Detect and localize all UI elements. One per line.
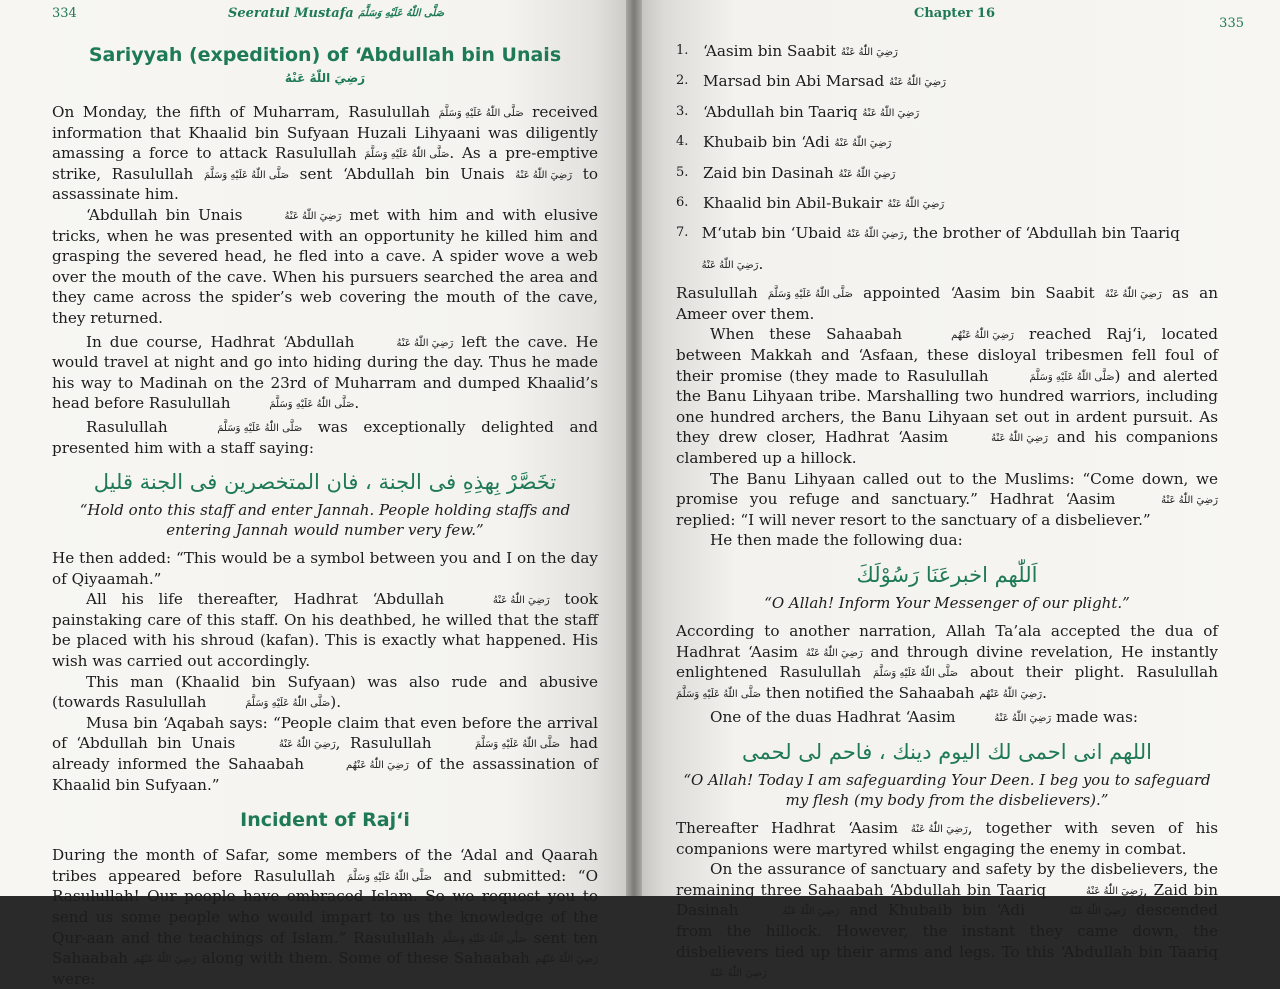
paragraph: On Monday, the fifth of Muharram, Rasulullah صَلَّى اللّٰهُ عَلَيْهِ وَسَلَّمَ received information that Khaalid bin Sufyaan Huzali Lihyaani was diligently amassing a force to attack Rasulullah صَلَّى اللّٰهُ عَلَيْهِ وَسَلَّمَ. As a pre-emptive strike, Rasulullah صَلَّى اللّٰهُ عَلَيْهِ وَسَلَّمَ sent ‘Abdullah bin Unais رَضِيَ اللّٰهُ عَنْهُ to assassinate him. (52, 103, 599, 204)
honorific-companions: رَضِيَ اللّٰهُ عَنْهُم (951, 330, 1014, 342)
section-heading-sariyyah: Sariyyah (expedition) of ‘Abdullah bin Unais رَضِيَ اللّٰهُ عَنْهُ (88, 44, 562, 85)
translation-quote: “Hold onto this staff and enter Jannah. People holding staffs and entering Jannah would number very few.” (79, 501, 571, 540)
paragraph: All his life thereafter, Hadhrat ‘Abdullah رَضِيَ اللّٰهُ عَنْهُ took painstaking care of this staff. On his deathbed, he willed that the staff be placed with his shroud (kafan). This is exactly what happened. His wish was carried out accordingly. (52, 590, 599, 671)
honorific-companion: رَضِيَ اللّٰهُ عَنْهُ (396, 337, 454, 349)
left-running-title: Seeratul Mustafa صَلَّى اللّٰهُ عَلَيْهِ وَسَلَّمَ (228, 6, 445, 21)
right-page (632, 0, 1280, 980)
honorific-companion: رَضِيَ اللّٰهُ عَنْهُ (492, 595, 550, 607)
honorific-prophet: صَلَّى اللّٰهُ عَلَيْهِ وَسَلَّمَ (245, 698, 331, 710)
section-heading-raji: Incident of Raj‘i (240, 809, 410, 832)
paragraph: ‘Abdullah bin Unais رَضِيَ اللّٰهُ عَنْهُ met with him and with elusive tricks, when he was presented with an opportunity he killed him and grasping the severed head, he fled into a cave. A spider wove a web over the mouth of the cave. When his pursuers searched the area and they came across the spider’s web covering the mouth of the cave, they returned. (52, 205, 599, 327)
honorific-companion: رَضِيَ اللّٰهُ عَنْهُ (1104, 289, 1162, 301)
paragraph: According to another narration, Allah Ta’ala accepted the dua of Hadhrat ‘Aasim رَضِيَ اللّٰهُ عَنْهُ and through divine revelation, He instantly enlightened Rasulullah صَلَّى اللّٰهُ عَلَيْهِ وَسَلَّمَ about their plight. Rasulullah صَلَّى اللّٰهُ عَلَيْهِ وَسَلَّمَ then notified the Sahaabah رَضِيَ اللّٰهُ عَنْهُم. (676, 621, 1219, 702)
honorific-prophet: صَلَّى اللّٰهُ عَلَيْهِ وَسَلَّمَ (358, 8, 445, 19)
arabic-text: اللهم انى احمى لك اليوم دينك ، فاحم لى لحمى (742, 739, 1152, 764)
right-running-title: Chapter 16 (914, 6, 996, 21)
paragraph: This man (Khaalid bin Sufyaan) was also rude and abusive (towards Rasulullah صَلَّى اللّٰهُ عَلَيْهِ وَسَلَّمَ). (52, 672, 598, 712)
paragraph: He then added: “This would be a symbol between you and I on the day of Qiyaamah.” (52, 549, 598, 588)
honorific-prophet: صَلَّى اللّٰهُ عَلَيْهِ وَسَلَّمَ (676, 688, 761, 700)
paragraph: The Banu Lihyaan called out to the Muslims: “Come down, we promise you refuge and sanctuary.” Hadhrat ‘Aasim رَضِيَ اللّٰهُ عَنْهُ replied: “I will never resort to the sanctuary of a disbeliever.” (676, 469, 1218, 529)
paragraph: When these Sahaabah رَضِيَ اللّٰهُ عَنْهُم reached Raj‘i, located between Makkah and ‘Asfaan, these disloyal tribesmen fell foul of their promise (they made to Rasulullah صَلَّى اللّٰهُ عَلَيْهِ وَسَلَّمَ) and alerted the Banu Lihyaan tribe. Marshalling two hundred warriors, including one hundred archers, the Banu Lihyaan set out in ardent pursuit. As they drew closer, Hadhrat ‘Aasim رَضِيَ اللّٰهُ عَنْهُ and his companions clambered up a hillock. (676, 325, 1219, 467)
paragraph: During the month of Safar, some members of the ‘Adal and Qaarah tribes appeared before Rasulullah صَلَّى اللّٰهُ عَلَيْهِ وَسَلَّمَ and submitted: “O Rasulullah! Our people have embraced Islam. So we request you to send us some people who would impart to us the knowledge of the Qur-aan and the teachings of Islam.” Rasulullah صَلَّى اللّٰهُ عَلَيْهِ وَسَلَّمَ sent ten Sahaabah رَضِيَ اللّٰهُ عَنْهُم along with them. Some of these Sahaabah رَضِيَ اللّٰهُ عَنْهُم were: (52, 846, 599, 988)
honorific-prophet: صَلَّى اللّٰهُ عَلَيْهِ وَسَلَّمَ (269, 399, 355, 411)
list-item: 5. Zaid bin Dasinah رَضِيَ اللّٰهُ عَنْهُ (676, 163, 896, 182)
translation-quote: “O Allah! Today I am safeguarding Your Deen. I beg you to safeguard my flesh (my body from the disbelievers).” (683, 770, 1211, 809)
sahaabah-list (676, 36, 1218, 279)
paragraph: One of the duas Hadhrat ‘Aasim رَضِيَ اللّٰهُ عَنْهُ made was: (710, 708, 1138, 727)
honorific-companions: رَضِيَ اللّٰهُ عَنْهُم (535, 954, 599, 966)
list-item: 4. Khubaib bin ‘Adi رَضِيَ اللّٰهُ عَنْهُ (676, 133, 892, 152)
paragraph: In due course, Hadhrat ‘Abdullah رَضِيَ اللّٰهُ عَنْهُ left the cave. He would travel at night and go into hiding during the day. Thus he made his way to Madinah on the 23rd of Muharram and dumped Khaalid’s head before Rasulullah صَلَّى اللّٰهُ عَلَيْهِ وَسَلَّمَ. (52, 332, 599, 413)
arabic-text: تخَصَّرْ بِهذِهِ فى الجنة ، فان المتخصرين فى الجنة قليل (93, 470, 557, 495)
paragraph: Musa bin ‘Aqabah says: “People claim that even before the arrival of ‘Abdullah bin Unais رَضِيَ اللّٰهُ عَنْهُ, Rasulullah صَلَّى اللّٰهُ عَلَيْهِ وَسَلَّمَ had already informed the Sahaabah رَضِيَ اللّٰهُ عَنْهُم of the assassination of Khaalid bin Sufyaan.” (52, 713, 599, 794)
honorific-prophet: صَلَّى اللّٰهُ عَلَيْهِ وَسَلَّمَ (873, 668, 959, 680)
right-page-number: 335 (1219, 16, 1244, 31)
paragraph: Thereafter Hadhrat ‘Aasim رَضِيَ اللّٰهُ عَنْهُ, together with seven of his companions were martyred whilst engaging the enemy in combat. (676, 818, 1218, 858)
honorific-prophet: صَلَّى اللّٰهُ عَلَيْهِ وَسَلَّمَ (217, 422, 303, 434)
honorific-prophet: صَلَّى اللّٰهُ عَلَيْهِ وَسَلَّمَ (364, 149, 450, 161)
honorific-prophet: صَلَّى اللّٰهُ عَلَيْهِ وَسَلَّمَ (203, 169, 289, 181)
honorific-companion: رَضِيَ اللّٰهُ عَنْهُ (284, 210, 342, 222)
honorific-companion: رَضِيَ اللّٰهُ عَنْهُ (805, 647, 863, 659)
book-gutter (626, 0, 642, 896)
honorific-companion: رَضِيَ اللّٰهُ عَنْهُ (1085, 885, 1143, 897)
left-page (0, 0, 632, 988)
honorific-companion: رَضِيَ اللّٰهُ عَنْهُ (991, 433, 1048, 445)
honorific-companions: رَضِيَ اللّٰهُ عَنْهُم (346, 760, 409, 772)
honorific-companion: رَضِيَ اللّٰهُ عَنْهُ (1161, 495, 1218, 507)
honorific-prophet: صَلَّى اللّٰهُ عَلَيْهِ وَسَلَّمَ (475, 739, 560, 751)
honorific-companion: رَضِيَ اللّٰهُ عَنْهُ (1068, 906, 1126, 918)
paragraph: Rasulullah صَلَّى اللّٰهُ عَلَيْهِ وَسَلَّمَ was exceptionally delighted and presented him with a staff saying: (52, 417, 599, 457)
list-item: 6. Khaalid bin Abil-Bukair رَضِيَ اللّٰهُ عَنْهُ (676, 194, 945, 213)
honorific-companion: رَضِيَ اللّٰهُ عَنْهُ (710, 968, 767, 980)
honorific-companion: رَضِيَ اللّٰهُ عَنْهُ (515, 169, 573, 181)
honorific-prophet: صَلَّى اللّٰهُ عَلَيْهِ وَسَلَّمَ (767, 289, 853, 301)
honorific-companion: رَضِيَ اللّٰهُ عَنْهُ (994, 713, 1052, 725)
honorific-prophet: صَلَّى اللّٰهُ عَلَيْهِ وَسَلَّمَ (441, 933, 527, 945)
honorific-companions: رَضِيَ اللّٰهُ عَنْهُم (979, 688, 1043, 700)
list-item: 1. ‘Aasim bin Saabit رَضِيَ اللّٰهُ عَنْهُ (676, 42, 898, 60)
translation-quote: “O Allah! Inform Your Messenger of our plight.” (764, 593, 1130, 612)
paragraph: He then made the following dua: (710, 531, 963, 550)
list-item: 7. M‘utab bin ‘Ubaid رَضِيَ اللّٰهُ عَنْهُ, the brother of ‘Abdullah bin Taariq رَضِيَ اللّٰهُ عَنْهُ. (676, 224, 1180, 273)
arabic-text: اَللّٰهم اخبرعَنَا رَسُوْلَكَ (856, 562, 1038, 587)
honorific-prophet: صَلَّى اللّٰهُ عَلَيْهِ وَسَلَّمَ (1029, 371, 1115, 383)
paragraph: Rasulullah صَلَّى اللّٰهُ عَلَيْهِ وَسَلَّمَ appointed ‘Aasim bin Saabit رَضِيَ اللّٰهُ عَنْهُ as an Ameer over them. (676, 284, 1218, 323)
honorific-companion: رَضِيَ اللّٰهُ عَنْهُ (278, 739, 336, 751)
honorific-prophet: صَلَّى اللّٰهُ عَلَيْهِ وَسَلَّمَ (438, 108, 524, 119)
honorific-companion: رَضِيَ اللّٰهُ عَنْهُ (782, 906, 840, 918)
honorific-companion: رَضِيَ اللّٰهُ عَنْهُ (910, 823, 968, 835)
list-item: 2. Marsad bin Abi Marsad رَضِيَ اللّٰهُ عَنْهُ (676, 72, 946, 91)
list-item: 3. ‘Abdullah bin Taariq رَضِيَ اللّٰهُ عَنْهُ (676, 102, 920, 121)
honorific-companions: رَضِيَ اللّٰهُ عَنْهُم (133, 954, 197, 966)
paragraph: On the assurance of sanctuary and safety by the disbelievers, the remaining three Sahaabah ‘Abdullah bin Taariq رَضِيَ اللّٰهُ عَنْهُ, Zaid bin Dasinah رَضِيَ اللّٰهُ عَنْهُ and Khubaib bin ‘Adi رَضِيَ اللّٰهُ عَنْهُ descended from the hillock. However, the instant they came down, the disbelievers tied up their arms and legs. To this ‘Abdullah bin Taariq رَضِيَ اللّٰهُ عَنْهُ (676, 860, 1219, 980)
left-page-number: 334 (52, 6, 77, 21)
honorific-prophet: صَلَّى اللّٰهُ عَلَيْهِ وَسَلَّمَ (346, 871, 432, 883)
